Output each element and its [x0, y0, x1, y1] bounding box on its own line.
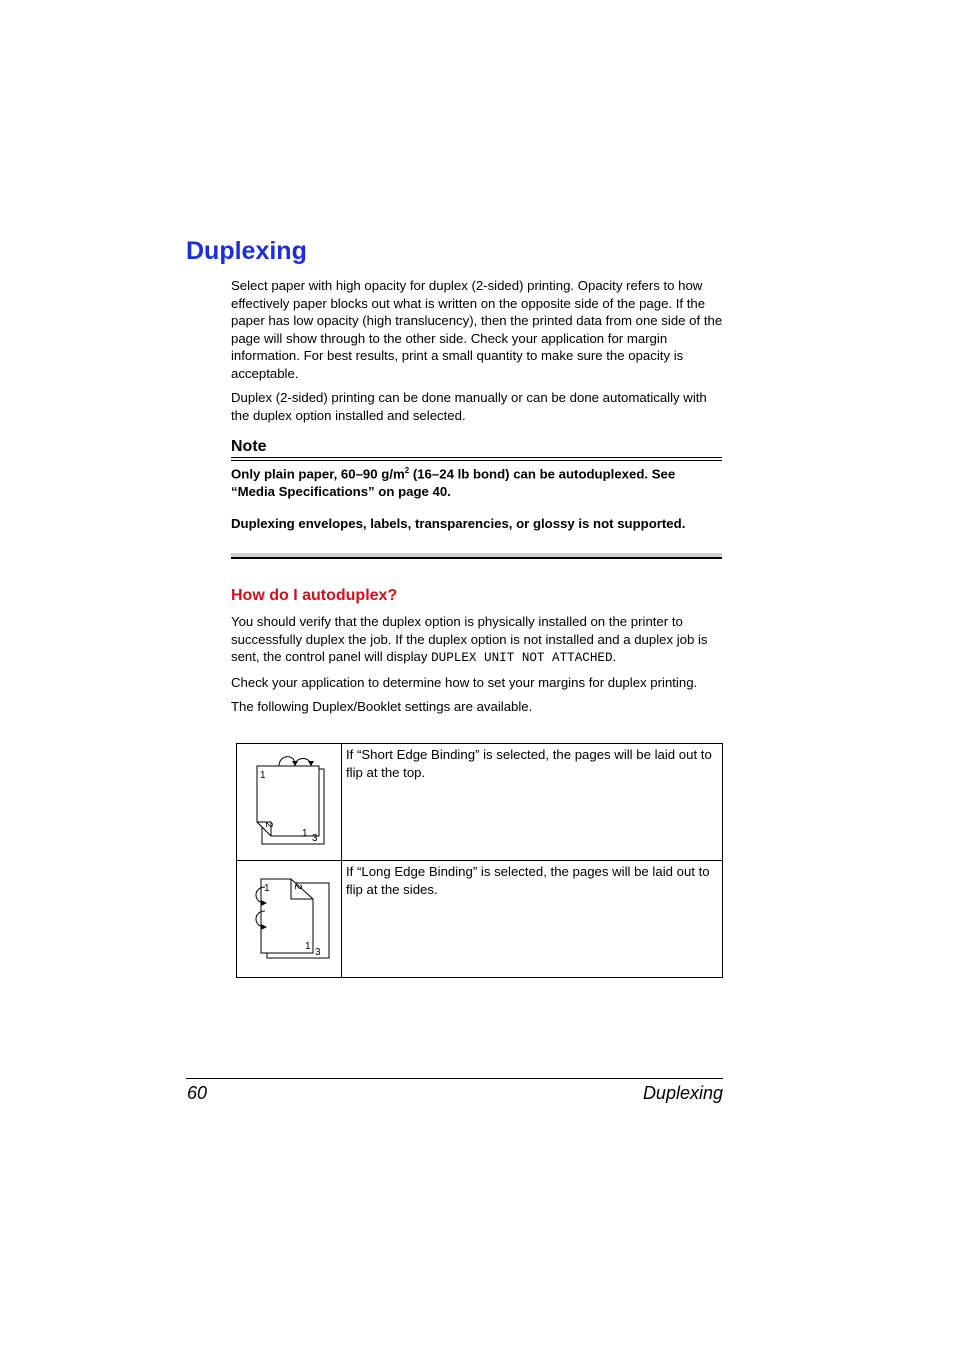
short-edge-binding-cell — [237, 744, 342, 861]
intro-paragraph-1: Select paper with high opacity for duplex (2-sided) printing. Opacity refers to how effectively paper blocks out what is written on the opposite side of the page. If the paper has low opacity (high translucency), then the printed data from one side of the page will show through to the other side. Check your application for margin information. For best results, print a small quantity to make sure the opacity is acceptable. — [231, 278, 723, 381]
svg-text:1: 1 — [305, 941, 311, 952]
short-edge-binding-description: If “Short Edge Binding” is selected, the pages will be laid out to flip at the top. — [342, 744, 723, 861]
table-row — [237, 744, 723, 861]
note-header — [231, 437, 722, 461]
note-text-2: Duplexing envelopes, labels, transparencies, or glossy is not supported. — [231, 516, 686, 531]
footer-section-title: Duplexing — [642, 1083, 723, 1103]
autoduplex-paragraph-2: Check your application to determine how to set your margins for duplex printing. — [231, 675, 698, 691]
svg-text:3: 3 — [315, 947, 321, 958]
short-edge-binding-icon — [237, 744, 341, 855]
svg-text:1: 1 — [302, 828, 308, 839]
intro-section — [231, 277, 723, 424]
section-heading: How do I autoduplex? — [231, 587, 398, 604]
note-bottom-rule — [231, 553, 722, 559]
note-text-1: Only plain paper, 60–90 $g/m^2$ (16–24 lb bond) can be autoduplexed. See “Media Specifications” on page 40. — [231, 466, 676, 499]
svg-text:3: 3 — [312, 833, 318, 844]
long-edge-binding-cell — [237, 861, 342, 978]
page-number: 60 — [187, 1083, 208, 1103]
intro-paragraph-2: Duplex (2-sided) printing can be done manually or can be done automatically with the duplex option installed and selected. — [231, 390, 707, 423]
autoduplex-section — [231, 613, 723, 716]
table-row — [237, 861, 723, 978]
svg-text:2: 2 — [263, 822, 274, 828]
page-title: Duplexing — [186, 237, 307, 265]
note-title: Note — [231, 438, 267, 455]
note-rule — [231, 457, 722, 461]
svg-text:2: 2 — [292, 884, 303, 890]
long-edge-binding-icon — [237, 861, 341, 972]
control-panel-message: DUPLEX UNIT NOT ATTACHED — [431, 651, 613, 666]
long-edge-binding-description: If “Long Edge Binding” is selected, the pages will be laid out to flip at the sides. — [342, 861, 723, 978]
svg-text:1: 1 — [260, 770, 266, 781]
autoduplex-paragraph-1: You should verify that the duplex option is physically installed on the printer to successfully duplex the job. If the duplex option is not installed and a duplex job is sent, the control panel will display DUPLEX UNIT NOT ATTACHED. — [231, 614, 708, 666]
duplex-options-table — [236, 743, 723, 978]
footer-rule — [186, 1078, 723, 1079]
autoduplex-paragraph-3: The following Duplex/Booklet settings are available. — [231, 699, 533, 715]
svg-text:1: 1 — [264, 883, 270, 894]
